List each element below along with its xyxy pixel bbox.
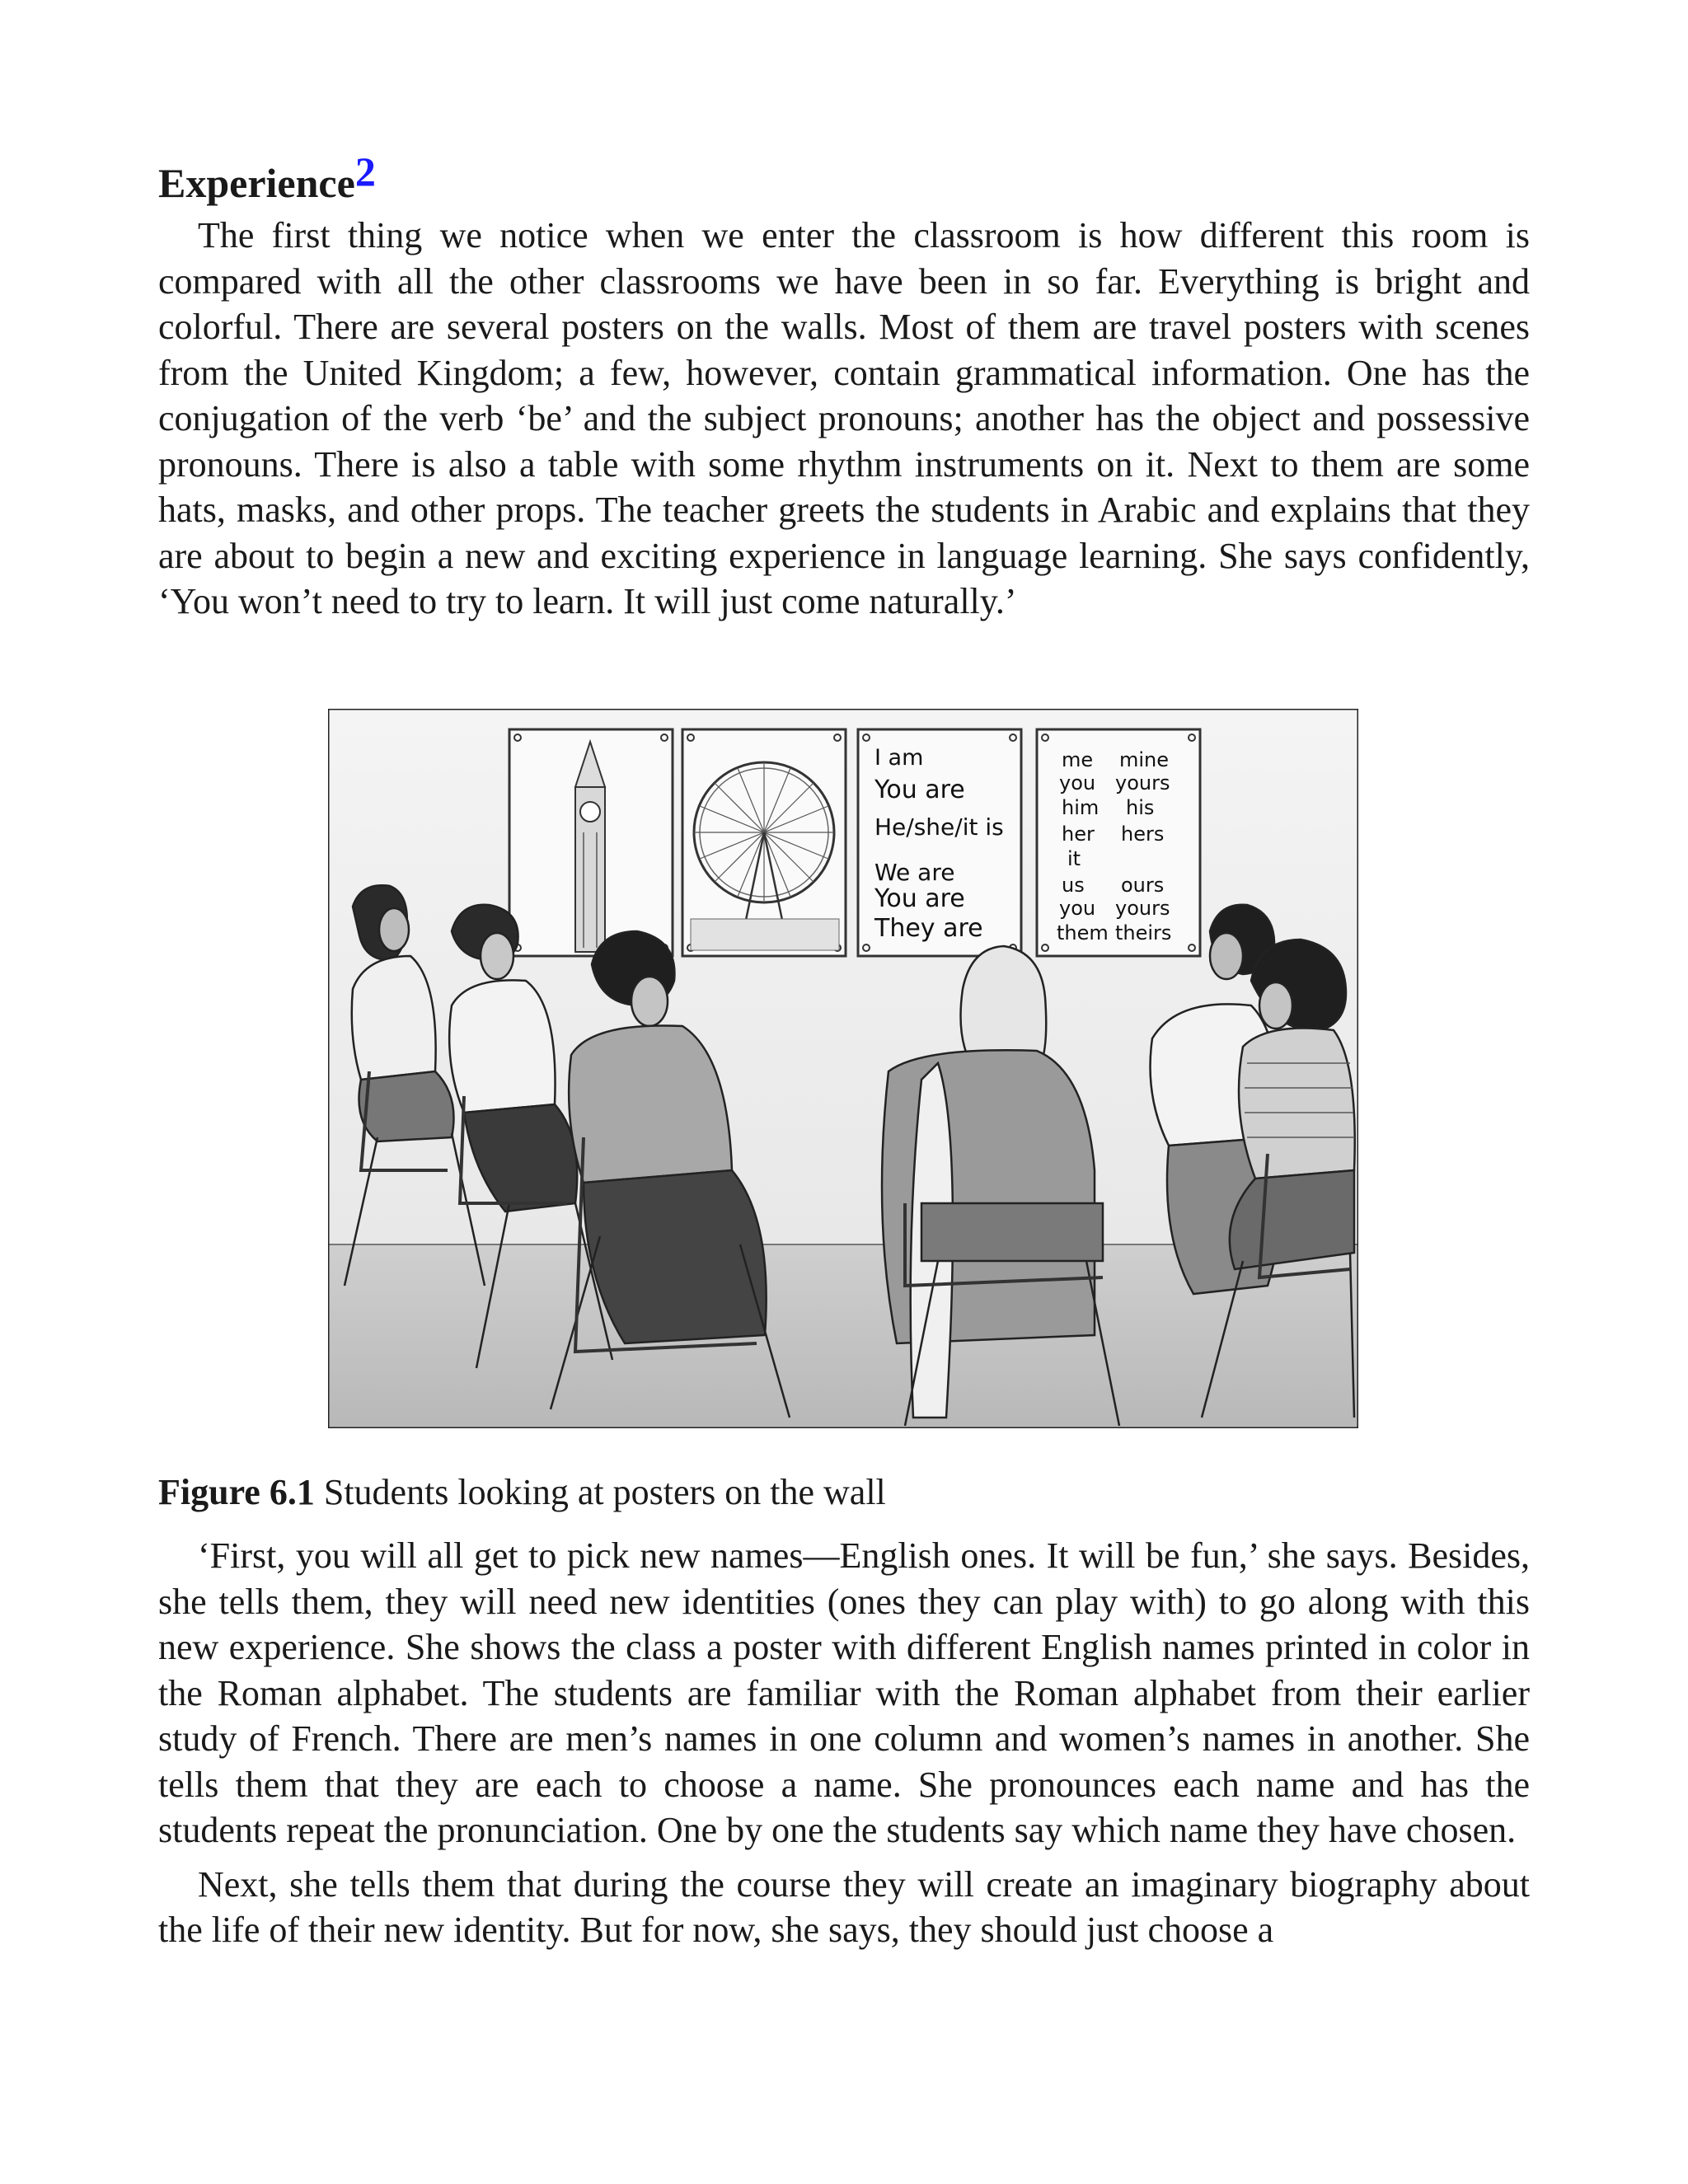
poster-be-line: They are bbox=[874, 914, 983, 943]
body-text-after-figure bbox=[158, 1533, 1530, 1961]
pronouns-poster bbox=[1037, 729, 1200, 956]
poster-object-pronoun: you bbox=[1059, 897, 1096, 920]
paragraph: The first thing we notice when we enter the classroom is how different this room is compared with all the other classrooms we have been in so far. Everything is bright and colorful. There are several posters on the walls. Most of them are travel posters with scenes from the United Kingdom; a few, however, contain grammatical information. One has the conjugation of the verb ‘be’ and the subject pronouns; another has the object and possessive pronouns. There is also a table with some rhythm instruments on it. Next to them are some hats, masks, and other props. The teacher greets the students in Arabic and explains that they are about to begin a new and exciting experience in language learning. She says confidently, ‘You won’t need to try to learn. It will just come naturally.’ bbox=[158, 215, 1530, 621]
figure-illustration bbox=[328, 709, 1358, 1428]
classroom-illustration bbox=[328, 709, 1358, 1428]
poster-possessive-pronoun: yours bbox=[1115, 771, 1170, 794]
poster-possessive-pronoun: mine bbox=[1119, 748, 1170, 771]
paragraph: ‘First, you will all get to pick new names—English ones. It will be fun,’ she says. Besides, she tells them, they will need new identities (ones they can play with) to go along with this new experience. She shows the class a poster with different English names printed in color in the Roman alphabet. The students are familiar with the Roman alphabet from their earlier study of French. There are men’s names in one column and women’s names in another. She tells them that they are each to choose a name. She pronounces each name and has the students repeat the pronunciation. One by one the students say which name they have chosen. bbox=[158, 1535, 1530, 1850]
poster-possessive-pronoun: ours bbox=[1121, 874, 1165, 897]
section-heading bbox=[158, 148, 1530, 206]
big-ben-poster bbox=[509, 729, 673, 956]
figure-caption bbox=[158, 1469, 886, 1515]
poster-object-pronoun: you bbox=[1059, 771, 1096, 794]
page-content bbox=[158, 148, 1530, 1950]
section-title: Experience bbox=[158, 160, 355, 206]
poster-possessive-pronoun: his bbox=[1126, 796, 1155, 819]
footnote-ref-link[interactable]: 2 bbox=[354, 148, 376, 194]
london-eye-poster bbox=[682, 729, 846, 956]
figure-caption-text: Students looking at posters on the wall bbox=[323, 1472, 886, 1512]
poster-be-line: You are bbox=[874, 776, 965, 804]
poster-object-pronoun: them bbox=[1057, 921, 1109, 944]
verb-be-poster bbox=[858, 729, 1021, 956]
poster-be-line: I am bbox=[874, 745, 924, 771]
poster-be-line: You are bbox=[874, 884, 965, 913]
poster-object-pronoun: it bbox=[1067, 847, 1081, 870]
poster-possessive-pronoun: theirs bbox=[1115, 921, 1172, 944]
poster-be-line: We are bbox=[874, 859, 955, 886]
poster-object-pronoun: me bbox=[1062, 748, 1094, 771]
figure-number: Figure 6.1 bbox=[158, 1472, 315, 1512]
poster-object-pronoun: us bbox=[1062, 874, 1085, 897]
poster-be-line: He/she/it is bbox=[874, 813, 1004, 841]
poster-object-pronoun: her bbox=[1062, 823, 1095, 846]
paragraph: Next, she tells them that during the course they will create an imaginary biography about the life of their new identity. But for now, she says, they should just choose a bbox=[158, 1863, 1530, 1950]
poster-object-pronoun: him bbox=[1062, 796, 1100, 819]
poster-possessive-pronoun: hers bbox=[1121, 823, 1165, 846]
poster-possessive-pronoun: yours bbox=[1115, 897, 1170, 920]
